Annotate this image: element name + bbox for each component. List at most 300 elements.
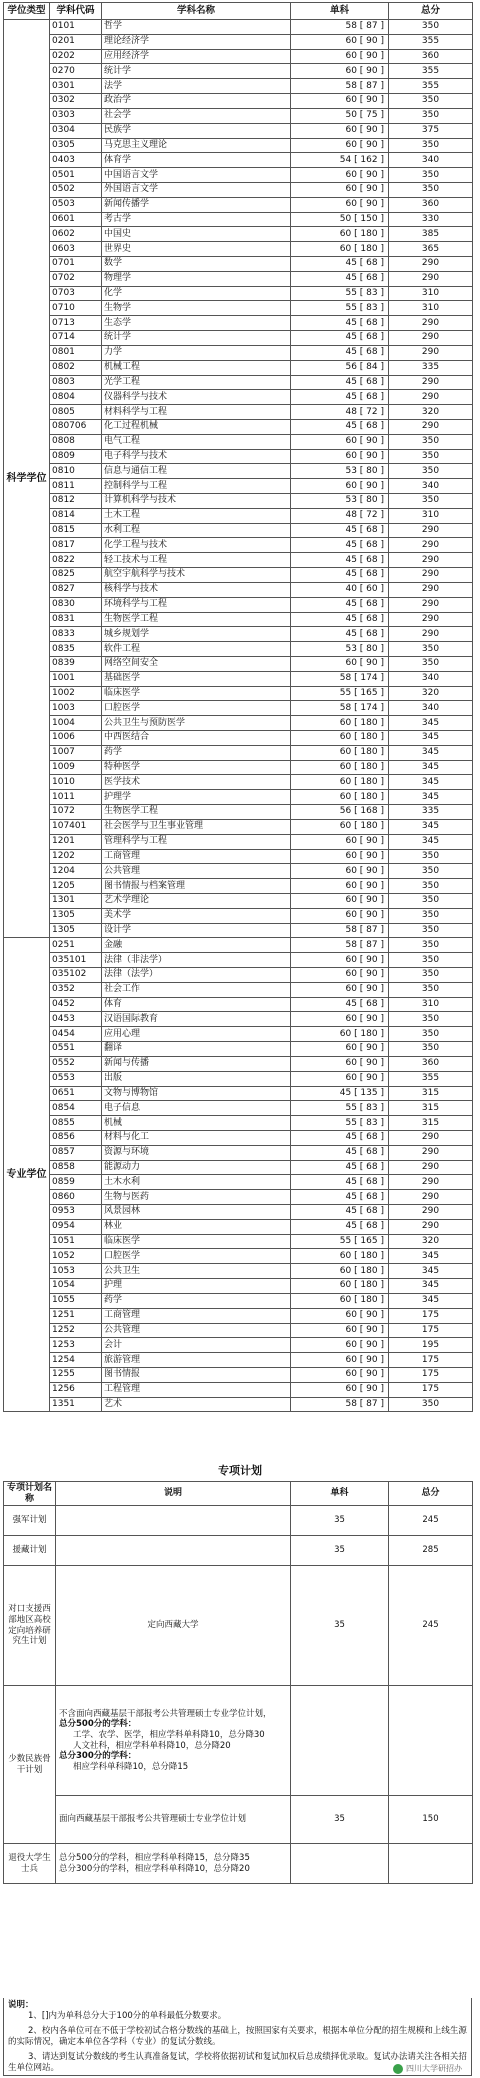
subject-code-cell: 1052 — [50, 1249, 102, 1264]
special-header-desc: 说明 — [56, 1482, 291, 1506]
subject-name-cell: 水利工程 — [102, 523, 291, 538]
subject-name-cell: 护理 — [102, 1279, 291, 1294]
subject-code-cell: 0830 — [50, 597, 102, 612]
table-row — [4, 538, 473, 553]
table-row — [4, 923, 473, 938]
subject-name-cell: 土木水利 — [102, 1175, 291, 1190]
total-score-cell: 290 — [389, 345, 473, 360]
single-score-cell: 58 [ 87 ] — [291, 923, 389, 938]
wechat-icon — [393, 2064, 403, 2074]
table-header-row — [4, 3, 473, 20]
special-total: 285 — [389, 1536, 473, 1566]
subject-code-cell: 107401 — [50, 819, 102, 834]
total-score-cell: 345 — [389, 834, 473, 849]
single-score-cell: 45 [ 68 ] — [291, 271, 389, 286]
special-name: 退役大学生士兵 — [4, 1844, 56, 1884]
table-row — [4, 390, 473, 405]
subject-name-cell: 公共卫生与预防医学 — [102, 716, 291, 731]
total-score-cell: 350 — [389, 108, 473, 123]
subject-code-cell: 1253 — [50, 1338, 102, 1353]
single-score-cell: 45 [ 68 ] — [291, 1130, 389, 1145]
table-row — [4, 212, 473, 227]
total-score-cell: 315 — [389, 1101, 473, 1116]
total-score-cell: 335 — [389, 805, 473, 820]
subject-name-cell: 世界史 — [102, 242, 291, 257]
total-score-cell: 290 — [389, 538, 473, 553]
special-desc-line: 人文社科，相应学科单科降10，总分降20 — [73, 1740, 231, 1751]
subject-code-cell: 0251 — [50, 938, 102, 953]
table-row — [4, 479, 473, 494]
table-row — [4, 716, 473, 731]
table-row — [4, 316, 473, 331]
table-row — [4, 1338, 473, 1353]
table-row — [4, 656, 473, 671]
table-row — [4, 982, 473, 997]
total-score-cell: 350 — [389, 182, 473, 197]
single-score-cell: 60 [ 90 ] — [291, 982, 389, 997]
special-row-minority — [4, 1686, 473, 1796]
subject-name-cell: 电气工程 — [102, 434, 291, 449]
subject-code-cell: 1305 — [50, 923, 102, 938]
subject-name-cell: 生物与医药 — [102, 1190, 291, 1205]
single-score-cell: 60 [ 180 ] — [291, 1293, 389, 1308]
total-score-cell: 350 — [389, 893, 473, 908]
table-row — [4, 1160, 473, 1175]
table-row — [4, 893, 473, 908]
subject-name-cell: 化学 — [102, 286, 291, 301]
table-row — [4, 1308, 473, 1323]
subject-code-cell: 0802 — [50, 360, 102, 375]
total-score-cell: 290 — [389, 523, 473, 538]
subject-name-cell: 考古学 — [102, 212, 291, 227]
single-score-cell: 60 [ 90 ] — [291, 849, 389, 864]
total-score-cell: 290 — [389, 257, 473, 272]
single-score-cell: 56 [ 84 ] — [291, 360, 389, 375]
subject-code-cell: 0301 — [50, 79, 102, 94]
single-score-cell: 60 [ 90 ] — [291, 893, 389, 908]
subject-code-cell: 1011 — [50, 790, 102, 805]
subject-code-cell: 0201 — [50, 34, 102, 49]
single-score-cell: 60 [ 90 ] — [291, 656, 389, 671]
total-score-cell: 350 — [389, 1012, 473, 1027]
single-score-cell: 58 [ 174 ] — [291, 671, 389, 686]
special-total: 245 — [389, 1566, 473, 1686]
single-score-cell: 45 [ 68 ] — [291, 538, 389, 553]
total-score-cell: 290 — [389, 1160, 473, 1175]
single-score-cell: 60 [ 90 ] — [291, 1071, 389, 1086]
single-score-cell: 60 [ 90 ] — [291, 449, 389, 464]
table-row — [4, 49, 473, 64]
single-score-cell: 60 [ 90 ] — [291, 1338, 389, 1353]
single-score-cell: 60 [ 90 ] — [291, 968, 389, 983]
single-score-cell: 60 [ 180 ] — [291, 1027, 389, 1042]
subject-name-cell: 工商管理 — [102, 1308, 291, 1323]
special-desc — [56, 1686, 291, 1796]
subject-code-cell: 1202 — [50, 849, 102, 864]
subject-code-cell: 0603 — [50, 242, 102, 257]
total-score-cell: 310 — [389, 997, 473, 1012]
subject-code-cell: 0303 — [50, 108, 102, 123]
subject-code-cell: 1051 — [50, 1234, 102, 1249]
special-row-western-support — [4, 1566, 473, 1686]
table-row — [4, 790, 473, 805]
subject-code-cell: 0702 — [50, 271, 102, 286]
single-score-cell: 45 [ 135 ] — [291, 1086, 389, 1101]
total-score-cell: 320 — [389, 1234, 473, 1249]
single-score-cell: 60 [ 90 ] — [291, 479, 389, 494]
subject-code-cell: 0833 — [50, 627, 102, 642]
subject-name-cell: 生物医学工程 — [102, 612, 291, 627]
subject-code-cell: 0860 — [50, 1190, 102, 1205]
total-score-cell: 290 — [389, 627, 473, 642]
table-row — [4, 20, 473, 35]
subject-code-cell: 0804 — [50, 390, 102, 405]
special-header-row — [4, 1482, 473, 1506]
subject-name-cell: 图书情报 — [102, 1367, 291, 1382]
total-score-cell: 350 — [389, 642, 473, 657]
special-desc-line: 不含面向西藏基层干部报考公共管理硕士专业学位计划， — [59, 1708, 272, 1719]
single-score-cell: 48 [ 72 ] — [291, 508, 389, 523]
subject-code-cell: 0854 — [50, 1101, 102, 1116]
total-score-cell: 175 — [389, 1382, 473, 1397]
subject-name-cell: 理论经济学 — [102, 34, 291, 49]
table-row — [4, 79, 473, 94]
subject-name-cell: 法律（非法学） — [102, 953, 291, 968]
single-score-cell: 45 [ 68 ] — [291, 1175, 389, 1190]
subject-name-cell: 材料科学与工程 — [102, 405, 291, 420]
table-row — [4, 1130, 473, 1145]
total-score-cell: 350 — [389, 464, 473, 479]
table-row — [4, 686, 473, 701]
subject-code-cell: 1256 — [50, 1382, 102, 1397]
subject-code-cell: 0553 — [50, 1071, 102, 1086]
subject-code-cell: 0857 — [50, 1145, 102, 1160]
subject-name-cell: 数学 — [102, 257, 291, 272]
table-row — [4, 1205, 473, 1220]
table-row — [4, 1397, 473, 1412]
subject-name-cell: 社会工作 — [102, 982, 291, 997]
subject-code-cell: 1055 — [50, 1293, 102, 1308]
table-row — [4, 508, 473, 523]
special-name: 对口支援西部地区高校定向培养研究生计划 — [4, 1566, 56, 1686]
total-score-cell: 290 — [389, 1190, 473, 1205]
table-row — [4, 434, 473, 449]
subject-name-cell: 应用经济学 — [102, 49, 291, 64]
single-score-cell: 60 [ 90 ] — [291, 834, 389, 849]
special-total — [389, 1844, 473, 1884]
table-row — [4, 1219, 473, 1234]
subject-code-cell: 0859 — [50, 1175, 102, 1190]
subject-code-cell: 0811 — [50, 479, 102, 494]
single-score-cell: 45 [ 68 ] — [291, 257, 389, 272]
total-score-cell: 360 — [389, 197, 473, 212]
subject-name-cell: 中国语言文学 — [102, 168, 291, 183]
table-row — [4, 182, 473, 197]
table-row — [4, 834, 473, 849]
total-score-cell: 290 — [389, 375, 473, 390]
table-row — [4, 1367, 473, 1382]
subject-code-cell: 1205 — [50, 879, 102, 894]
subject-name-cell: 公共管理 — [102, 864, 291, 879]
total-score-cell: 350 — [389, 953, 473, 968]
subject-name-cell: 软件工程 — [102, 642, 291, 657]
table-row — [4, 849, 473, 864]
subject-name-cell: 光学工程 — [102, 375, 291, 390]
single-score-cell: 60 [ 180 ] — [291, 760, 389, 775]
total-score-cell: 350 — [389, 879, 473, 894]
table-row — [4, 1249, 473, 1264]
single-score-cell: 60 [ 90 ] — [291, 49, 389, 64]
subject-code-cell: 1201 — [50, 834, 102, 849]
watermark-text: 四川大学研招办 — [406, 2064, 462, 2073]
table-row — [4, 123, 473, 138]
subject-name-cell: 统计学 — [102, 331, 291, 346]
table-row — [4, 405, 473, 420]
table-row — [4, 108, 473, 123]
subject-code-cell: 1204 — [50, 864, 102, 879]
table-row — [4, 1056, 473, 1071]
table-row — [4, 819, 473, 834]
total-score-cell: 345 — [389, 716, 473, 731]
table-row — [4, 449, 473, 464]
special-plan-title: 专项计划 — [218, 1464, 262, 1477]
note-item: 1、[]内为单科总分大于100分的单科最低分数要求。 — [28, 2011, 227, 2022]
single-score-cell: 45 [ 68 ] — [291, 1190, 389, 1205]
total-score-cell: 345 — [389, 819, 473, 834]
single-score-cell: 45 [ 68 ] — [291, 597, 389, 612]
subject-name-cell: 民族学 — [102, 123, 291, 138]
single-score-cell: 45 [ 68 ] — [291, 316, 389, 331]
header-single-score: 单科 — [291, 3, 389, 20]
subject-code-cell: 1301 — [50, 893, 102, 908]
total-score-cell: 290 — [389, 1219, 473, 1234]
total-score-cell: 340 — [389, 671, 473, 686]
table-row — [4, 701, 473, 716]
single-score-cell: 60 [ 90 ] — [291, 908, 389, 923]
subject-name-cell: 材料与化工 — [102, 1130, 291, 1145]
single-score-cell: 60 [ 90 ] — [291, 168, 389, 183]
single-score-cell: 60 [ 180 ] — [291, 731, 389, 746]
single-score-cell: 45 [ 68 ] — [291, 1219, 389, 1234]
single-score-cell: 60 [ 180 ] — [291, 227, 389, 242]
subject-code-cell: 0814 — [50, 508, 102, 523]
special-desc-line: 相应学科单科降10，总分降15 — [73, 1761, 189, 1772]
single-score-cell: 53 [ 80 ] — [291, 642, 389, 657]
subject-code-cell: 0831 — [50, 612, 102, 627]
special-name: 强军计划 — [4, 1506, 56, 1536]
subject-name-cell: 应用心理 — [102, 1027, 291, 1042]
single-score-cell: 60 [ 180 ] — [291, 775, 389, 790]
single-score-cell: 45 [ 68 ] — [291, 375, 389, 390]
subject-code-cell: 0855 — [50, 1116, 102, 1131]
degree-type-cell: 专业学位 — [4, 938, 50, 1412]
subject-code-cell: 0815 — [50, 523, 102, 538]
subject-code-cell: 1255 — [50, 1367, 102, 1382]
subject-code-cell: 1254 — [50, 1353, 102, 1368]
table-row — [4, 464, 473, 479]
notes-label: 说明： — [8, 2000, 34, 2010]
subject-code-cell: 1252 — [50, 1323, 102, 1338]
single-score-cell: 45 [ 68 ] — [291, 523, 389, 538]
special-single — [291, 1844, 389, 1884]
single-score-cell: 45 [ 68 ] — [291, 390, 389, 405]
single-score-cell: 60 [ 180 ] — [291, 790, 389, 805]
table-row — [4, 968, 473, 983]
subject-code-cell: 0714 — [50, 331, 102, 346]
subject-name-cell: 口腔医学 — [102, 701, 291, 716]
subject-name-cell: 翻译 — [102, 1042, 291, 1057]
subject-name-cell: 网络空间安全 — [102, 656, 291, 671]
special-header-total: 总分 — [389, 1482, 473, 1506]
note-item: 3、请达到复试分数线的考生认真准备复试，学校将依据初试和复试加权后总成绩择优录取。复试办法请关注各相关招生单位网站。 — [8, 2051, 467, 2074]
subject-code-cell: 0703 — [50, 286, 102, 301]
table-row — [4, 1027, 473, 1042]
total-score-cell: 340 — [389, 153, 473, 168]
subject-name-cell: 资源与环境 — [102, 1145, 291, 1160]
special-row-veteran — [4, 1844, 473, 1884]
subject-name-cell: 金融 — [102, 938, 291, 953]
total-score-cell: 350 — [389, 908, 473, 923]
subject-name-cell: 化工过程机械 — [102, 419, 291, 434]
subject-code-cell: 1003 — [50, 701, 102, 716]
total-score-cell: 290 — [389, 568, 473, 583]
table-row — [4, 331, 473, 346]
subject-code-cell: 1054 — [50, 1279, 102, 1294]
single-score-cell: 45 [ 68 ] — [291, 419, 389, 434]
subject-name-cell: 控制科学与工程 — [102, 479, 291, 494]
table-row — [4, 1382, 473, 1397]
header-subject-name: 学科名称 — [102, 3, 291, 20]
single-score-cell: 58 [ 87 ] — [291, 938, 389, 953]
subject-code-cell: 1251 — [50, 1308, 102, 1323]
subject-name-cell: 哲学 — [102, 20, 291, 35]
subject-code-cell: 0454 — [50, 1027, 102, 1042]
subject-code-cell: 0202 — [50, 49, 102, 64]
subject-code-cell: 0817 — [50, 538, 102, 553]
single-score-cell: 55 [ 83 ] — [291, 1116, 389, 1131]
table-row — [4, 1042, 473, 1057]
table-row — [4, 745, 473, 760]
table-row — [4, 1012, 473, 1027]
total-score-cell: 175 — [389, 1323, 473, 1338]
single-score-cell: 45 [ 68 ] — [291, 612, 389, 627]
total-score-cell: 290 — [389, 419, 473, 434]
subject-name-cell: 环境科学与工程 — [102, 597, 291, 612]
subject-name-cell: 航空宇航科学与技术 — [102, 568, 291, 583]
total-score-cell: 355 — [389, 64, 473, 79]
special-single — [291, 1686, 389, 1796]
table-row — [4, 271, 473, 286]
subject-code-cell: 1053 — [50, 1264, 102, 1279]
single-score-cell: 60 [ 90 ] — [291, 197, 389, 212]
single-score-cell: 45 [ 68 ] — [291, 345, 389, 360]
single-score-cell: 45 [ 68 ] — [291, 627, 389, 642]
total-score-cell: 345 — [389, 760, 473, 775]
subject-name-cell: 医学技术 — [102, 775, 291, 790]
subject-code-cell: 0822 — [50, 553, 102, 568]
total-score-cell: 360 — [389, 49, 473, 64]
subject-name-cell: 生物学 — [102, 301, 291, 316]
subject-code-cell: 035101 — [50, 953, 102, 968]
table-row — [4, 568, 473, 583]
total-score-cell: 315 — [389, 1116, 473, 1131]
special-total — [389, 1686, 473, 1796]
total-score-cell: 175 — [389, 1353, 473, 1368]
subject-name-cell: 生态学 — [102, 316, 291, 331]
total-score-cell: 355 — [389, 1071, 473, 1086]
subject-name-cell: 法学 — [102, 79, 291, 94]
total-score-cell: 290 — [389, 331, 473, 346]
total-score-cell: 350 — [389, 968, 473, 983]
table-row — [4, 627, 473, 642]
total-score-cell: 290 — [389, 597, 473, 612]
subject-name-cell: 轻工技术与工程 — [102, 553, 291, 568]
subject-name-cell: 临床医学 — [102, 686, 291, 701]
subject-code-cell: 0809 — [50, 449, 102, 464]
subject-name-cell: 体育 — [102, 997, 291, 1012]
subject-code-cell: 0552 — [50, 1056, 102, 1071]
subject-name-cell: 图书情报与档案管理 — [102, 879, 291, 894]
table-row — [4, 1175, 473, 1190]
subject-name-cell: 统计学 — [102, 64, 291, 79]
subject-code-cell: 0302 — [50, 94, 102, 109]
total-score-cell: 345 — [389, 775, 473, 790]
subject-name-cell: 特种医学 — [102, 760, 291, 775]
subject-code-cell: 0801 — [50, 345, 102, 360]
single-score-cell: 60 [ 90 ] — [291, 1353, 389, 1368]
subject-name-cell: 新闻与传播 — [102, 1056, 291, 1071]
single-score-cell: 53 [ 80 ] — [291, 464, 389, 479]
subject-code-cell: 080706 — [50, 419, 102, 434]
subject-code-cell: 0602 — [50, 227, 102, 242]
total-score-cell: 290 — [389, 316, 473, 331]
subject-code-cell: 0856 — [50, 1130, 102, 1145]
single-score-cell: 60 [ 180 ] — [291, 1249, 389, 1264]
total-score-cell: 385 — [389, 227, 473, 242]
table-row — [4, 642, 473, 657]
total-score-cell: 310 — [389, 301, 473, 316]
total-score-cell: 360 — [389, 1056, 473, 1071]
subject-code-cell: 1010 — [50, 775, 102, 790]
special-single: 35 — [291, 1566, 389, 1686]
subject-code-cell: 0352 — [50, 982, 102, 997]
table-row — [4, 153, 473, 168]
subject-code-cell: 0601 — [50, 212, 102, 227]
subject-code-cell: 1351 — [50, 1397, 102, 1412]
single-score-cell: 60 [ 90 ] — [291, 879, 389, 894]
subject-code-cell: 0101 — [50, 20, 102, 35]
total-score-cell: 310 — [389, 508, 473, 523]
single-score-cell: 54 [ 162 ] — [291, 153, 389, 168]
subject-name-cell: 新闻传播学 — [102, 197, 291, 212]
special-desc: 面向西藏基层干部报考公共管理硕士专业学位计划 — [56, 1796, 291, 1844]
subject-code-cell: 0305 — [50, 138, 102, 153]
subject-name-cell: 基础医学 — [102, 671, 291, 686]
single-score-cell: 45 [ 68 ] — [291, 997, 389, 1012]
subject-name-cell: 设计学 — [102, 923, 291, 938]
single-score-cell: 50 [ 75 ] — [291, 108, 389, 123]
table-row — [4, 301, 473, 316]
special-desc — [56, 1536, 291, 1566]
subject-name-cell: 化学工程与技术 — [102, 538, 291, 553]
note-item: 2、校内各单位可在不低于学校初试合格分数线的基础上，按照国家有关要求，根据本单位分配的招生规模和上线生源的实际情况，确定本单位各学科（专业）的复试分数线。 — [8, 2025, 467, 2048]
total-score-cell: 195 — [389, 1338, 473, 1353]
subject-code-cell: 0953 — [50, 1205, 102, 1220]
subject-name-cell: 马克思主义理论 — [102, 138, 291, 153]
subject-code-cell: 035102 — [50, 968, 102, 983]
total-score-cell: 350 — [389, 168, 473, 183]
subject-name-cell: 法律（法学） — [102, 968, 291, 983]
